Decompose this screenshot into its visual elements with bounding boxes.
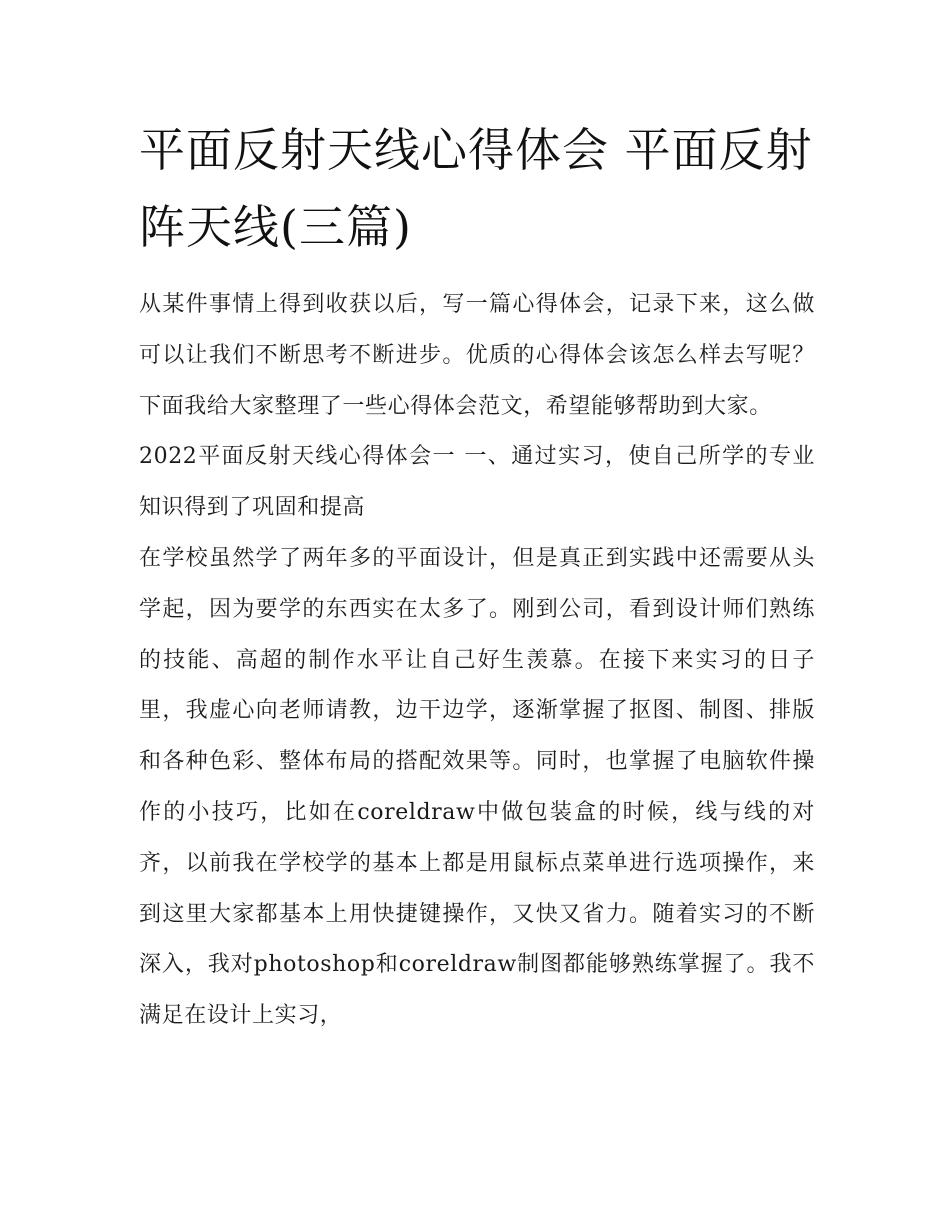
document-page bbox=[139, 112, 815, 1042]
section-heading-paragraph: 2022平面反射天线心得体会一 一、通过实习，使自己所学的专业知识得到了巩固和提高 bbox=[139, 444, 815, 521]
intro-paragraph: 从某件事情上得到收获以后，写一篇心得体会，记录下来，这么做可以让我们不断思考不断进步。优质的心得体会该怎么样去写呢？下面我给大家整理了一些心得体会范文，希望能够帮助到大家。 bbox=[139, 292, 815, 419]
document-title: 平面反射天线心得体会 平面反射阵天线(三篇) bbox=[139, 123, 813, 254]
body-paragraph: 在学校虽然学了两年多的平面设计，但是真正到实践中还需要从头学起，因为要学的东西实在太多了。刚到公司，看到设计师们熟练的技能、高超的制作水平让自己好生羡慕。在接下来实习的日子里，我虚心向老师请教，边干边学，逐渐掌握了抠图、制图、排版和各种色彩、整体布局的搭配效果等。同时，也掌握了电脑软件操作的小技巧，比如在coreldraw中做包装盒的时候，线与线的对齐，以前我在学校学的基本上都是用鼠标点菜单进行选项操作，来到这里大家都基本上用快捷键操作，又快又省力。随着实习的不断深入，我对photoshop和coreldraw制图都能够熟练掌握了。我不满足在设计上实习， bbox=[139, 545, 815, 1029]
